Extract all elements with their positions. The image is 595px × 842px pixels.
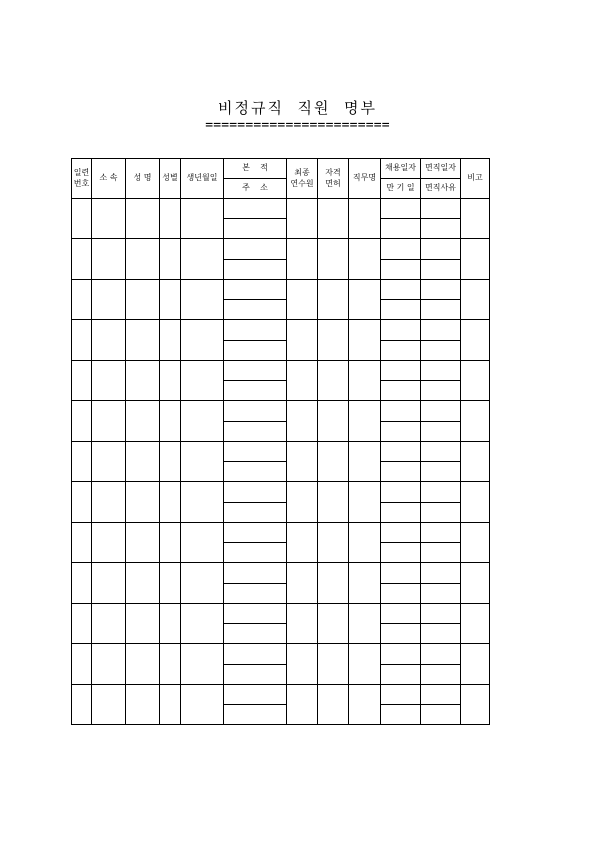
- cell-hometown[interactable]: [224, 685, 287, 705]
- cell-department[interactable]: [92, 563, 126, 604]
- cell-hometown[interactable]: [224, 482, 287, 503]
- cell-name[interactable]: [126, 239, 160, 280]
- cell-serial-number[interactable]: [72, 523, 92, 563]
- cell-name[interactable]: [126, 280, 160, 320]
- cell-expiry-date[interactable]: [381, 543, 421, 563]
- cell-final-training[interactable]: [287, 604, 318, 644]
- table-row: [72, 644, 490, 665]
- header-gender-label: 성별: [162, 173, 178, 183]
- cell-gender[interactable]: [160, 361, 181, 401]
- cell-position[interactable]: [349, 644, 381, 685]
- cell-dismissal-date[interactable]: [421, 523, 461, 543]
- cell-hire-date[interactable]: [381, 361, 421, 381]
- cell-dismissal-date[interactable]: [421, 320, 461, 341]
- cell-dismissal-date[interactable]: [421, 482, 461, 503]
- cell-expiry-date[interactable]: [381, 219, 421, 239]
- cell-name[interactable]: [126, 523, 160, 563]
- cell-position[interactable]: [349, 442, 381, 482]
- cell-license[interactable]: [318, 320, 349, 361]
- cell-birth-date[interactable]: [181, 563, 224, 604]
- cell-expiry-date[interactable]: [381, 300, 421, 320]
- cell-name[interactable]: [126, 482, 160, 523]
- cell-birth-date[interactable]: [181, 523, 224, 563]
- cell-serial-number[interactable]: [72, 239, 92, 280]
- table-row: [72, 320, 490, 341]
- cell-serial-number[interactable]: [72, 563, 92, 604]
- table-row: [72, 401, 490, 422]
- cell-final-training[interactable]: [287, 644, 318, 685]
- cell-department[interactable]: [92, 644, 126, 685]
- title-underline: =======================: [205, 118, 390, 133]
- cell-position[interactable]: [349, 361, 381, 401]
- header-expiry-date-label: 만 기 일: [386, 183, 415, 193]
- cell-department[interactable]: [92, 685, 126, 725]
- header-remarks: [461, 159, 490, 199]
- cell-address[interactable]: [224, 705, 287, 725]
- table-row: [72, 685, 490, 705]
- cell-hometown[interactable]: [224, 644, 287, 665]
- cell-address[interactable]: [224, 543, 287, 563]
- cell-final-training[interactable]: [287, 199, 318, 239]
- cell-expiry-date[interactable]: [381, 422, 421, 442]
- header-hometown-label: 본 적: [242, 163, 268, 173]
- cell-expiry-date[interactable]: [381, 624, 421, 644]
- cell-address[interactable]: [224, 381, 287, 401]
- cell-license[interactable]: [318, 644, 349, 685]
- cell-final-training[interactable]: [287, 563, 318, 604]
- cell-dismissal-date[interactable]: [421, 401, 461, 422]
- cell-hire-date[interactable]: [381, 320, 421, 341]
- cell-gender[interactable]: [160, 644, 181, 685]
- table-row: [72, 442, 490, 462]
- cell-hire-date[interactable]: [381, 280, 421, 300]
- cell-hometown[interactable]: [224, 401, 287, 422]
- cell-birth-date[interactable]: [181, 442, 224, 482]
- cell-gender[interactable]: [160, 239, 181, 280]
- cell-final-training[interactable]: [287, 361, 318, 401]
- cell-hometown[interactable]: [224, 361, 287, 381]
- cell-dismissal-reason[interactable]: [421, 300, 461, 320]
- cell-name[interactable]: [126, 604, 160, 644]
- header-hometown: [224, 159, 287, 179]
- cell-dismissal-reason[interactable]: [421, 705, 461, 725]
- cell-license[interactable]: [318, 199, 349, 239]
- header-serial-number: [72, 159, 92, 199]
- cell-dismissal-date[interactable]: [421, 644, 461, 665]
- cell-birth-date[interactable]: [181, 280, 224, 320]
- cell-department[interactable]: [92, 361, 126, 401]
- cell-dismissal-reason[interactable]: [421, 341, 461, 361]
- cell-remarks[interactable]: [461, 442, 490, 482]
- header-license-line1: 자격: [325, 167, 341, 177]
- cell-gender[interactable]: [160, 604, 181, 644]
- header-position-label: 직무명: [352, 173, 377, 183]
- table-row: [72, 604, 490, 624]
- header-final-training-line2: 연수원: [290, 178, 314, 188]
- cell-final-training[interactable]: [287, 482, 318, 523]
- cell-remarks[interactable]: [461, 523, 490, 563]
- header-department: [92, 159, 126, 199]
- header-birth-date-label: 생년월일: [186, 173, 218, 183]
- cell-position[interactable]: [349, 685, 381, 725]
- cell-address[interactable]: [224, 260, 287, 280]
- cell-serial-number[interactable]: [72, 280, 92, 320]
- header-license: [318, 159, 349, 199]
- header-hire-date: [381, 159, 421, 179]
- cell-expiry-date[interactable]: [381, 584, 421, 604]
- cell-name[interactable]: [126, 563, 160, 604]
- cell-address[interactable]: [224, 341, 287, 361]
- cell-serial-number[interactable]: [72, 442, 92, 482]
- cell-serial-number[interactable]: [72, 604, 92, 644]
- cell-dismissal-reason[interactable]: [421, 624, 461, 644]
- header-dismissal-date: [421, 159, 461, 179]
- cell-name[interactable]: [126, 442, 160, 482]
- cell-final-training[interactable]: [287, 523, 318, 563]
- cell-remarks[interactable]: [461, 604, 490, 644]
- cell-hometown[interactable]: [224, 320, 287, 341]
- document-title: 비정규직 직원 명부: [218, 99, 377, 117]
- cell-dismissal-date[interactable]: [421, 685, 461, 705]
- cell-remarks[interactable]: [461, 482, 490, 523]
- cell-hometown[interactable]: [224, 442, 287, 462]
- cell-address[interactable]: [224, 300, 287, 320]
- cell-remarks[interactable]: [461, 199, 490, 239]
- cell-remarks[interactable]: [461, 644, 490, 685]
- cell-department[interactable]: [92, 239, 126, 280]
- cell-license[interactable]: [318, 685, 349, 725]
- cell-address[interactable]: [224, 624, 287, 644]
- cell-license[interactable]: [318, 604, 349, 644]
- cell-remarks[interactable]: [461, 685, 490, 725]
- table-row: [72, 280, 490, 300]
- header-license-line2: 면허: [325, 178, 341, 188]
- cell-dismissal-reason[interactable]: [421, 503, 461, 523]
- cell-expiry-date[interactable]: [381, 665, 421, 685]
- cell-final-training[interactable]: [287, 442, 318, 482]
- cell-dismissal-date[interactable]: [421, 239, 461, 260]
- cell-hire-date[interactable]: [381, 239, 421, 260]
- cell-hire-date[interactable]: [381, 685, 421, 705]
- header-department-label: 소 속: [99, 173, 118, 183]
- table-row: [72, 563, 490, 584]
- cell-final-training[interactable]: [287, 239, 318, 280]
- cell-hometown[interactable]: [224, 604, 287, 624]
- cell-position[interactable]: [349, 199, 381, 239]
- cell-birth-date[interactable]: [181, 401, 224, 442]
- cell-gender[interactable]: [160, 685, 181, 725]
- cell-license[interactable]: [318, 482, 349, 523]
- cell-department[interactable]: [92, 442, 126, 482]
- cell-expiry-date[interactable]: [381, 705, 421, 725]
- header-name-label: 성 명: [133, 173, 152, 183]
- cell-address[interactable]: [224, 584, 287, 604]
- cell-name[interactable]: [126, 685, 160, 725]
- cell-address[interactable]: [224, 665, 287, 685]
- cell-dismissal-date[interactable]: [421, 563, 461, 584]
- cell-name[interactable]: [126, 199, 160, 239]
- cell-serial-number[interactable]: [72, 482, 92, 523]
- cell-expiry-date[interactable]: [381, 381, 421, 401]
- cell-position[interactable]: [349, 239, 381, 280]
- cell-hire-date[interactable]: [381, 482, 421, 503]
- cell-serial-number[interactable]: [72, 361, 92, 401]
- cell-serial-number[interactable]: [72, 199, 92, 239]
- cell-license[interactable]: [318, 361, 349, 401]
- cell-hometown[interactable]: [224, 280, 287, 300]
- header-dismissal-date-label: 면직일자: [425, 163, 456, 173]
- cell-birth-date[interactable]: [181, 604, 224, 644]
- cell-remarks[interactable]: [461, 563, 490, 604]
- cell-dismissal-reason[interactable]: [421, 462, 461, 482]
- header-remarks-label: 비고: [467, 173, 483, 183]
- header-position: [349, 159, 381, 199]
- cell-serial-number[interactable]: [72, 644, 92, 685]
- cell-birth-date[interactable]: [181, 685, 224, 725]
- header-address: [224, 179, 287, 199]
- cell-expiry-date[interactable]: [381, 503, 421, 523]
- cell-position[interactable]: [349, 320, 381, 361]
- cell-license[interactable]: [318, 401, 349, 442]
- cell-position[interactable]: [349, 523, 381, 563]
- cell-position[interactable]: [349, 482, 381, 523]
- header-expiry-date: [381, 179, 421, 199]
- cell-license[interactable]: [318, 523, 349, 563]
- header-hire-date-label: 채용일자: [385, 163, 416, 173]
- cell-remarks[interactable]: [461, 401, 490, 442]
- cell-license[interactable]: [318, 442, 349, 482]
- cell-hire-date[interactable]: [381, 442, 421, 462]
- cell-birth-date[interactable]: [181, 361, 224, 401]
- cell-department[interactable]: [92, 523, 126, 563]
- cell-expiry-date[interactable]: [381, 260, 421, 280]
- header-birth-date: [181, 159, 224, 199]
- cell-birth-date[interactable]: [181, 320, 224, 361]
- cell-birth-date[interactable]: [181, 239, 224, 280]
- table-row: [72, 482, 490, 503]
- header-serial-line1: 일련: [73, 167, 90, 177]
- cell-department[interactable]: [92, 199, 126, 239]
- cell-serial-number[interactable]: [72, 401, 92, 442]
- header-name: [126, 159, 160, 199]
- cell-remarks[interactable]: [461, 361, 490, 401]
- cell-birth-date[interactable]: [181, 199, 224, 239]
- cell-position[interactable]: [349, 280, 381, 320]
- cell-expiry-date[interactable]: [381, 462, 421, 482]
- cell-dismissal-reason[interactable]: [421, 665, 461, 685]
- cell-dismissal-reason[interactable]: [421, 381, 461, 401]
- cell-hire-date[interactable]: [381, 644, 421, 665]
- cell-dismissal-reason[interactable]: [421, 219, 461, 239]
- cell-hire-date[interactable]: [381, 523, 421, 543]
- cell-hometown[interactable]: [224, 523, 287, 543]
- cell-hire-date[interactable]: [381, 563, 421, 584]
- cell-gender[interactable]: [160, 523, 181, 563]
- cell-name[interactable]: [126, 644, 160, 685]
- cell-dismissal-date[interactable]: [421, 280, 461, 300]
- cell-remarks[interactable]: [461, 320, 490, 361]
- cell-final-training[interactable]: [287, 320, 318, 361]
- cell-department[interactable]: [92, 482, 126, 523]
- cell-hire-date[interactable]: [381, 604, 421, 624]
- cell-dismissal-reason[interactable]: [421, 543, 461, 563]
- cell-dismissal-date[interactable]: [421, 604, 461, 624]
- table-row: [72, 199, 490, 219]
- cell-department[interactable]: [92, 401, 126, 442]
- cell-hire-date[interactable]: [381, 199, 421, 219]
- cell-gender[interactable]: [160, 482, 181, 523]
- cell-hometown[interactable]: [224, 563, 287, 584]
- table-row: [72, 361, 490, 381]
- cell-position[interactable]: [349, 604, 381, 644]
- cell-position[interactable]: [349, 401, 381, 442]
- cell-hometown[interactable]: [224, 239, 287, 260]
- cell-gender[interactable]: [160, 401, 181, 442]
- table-row: [72, 523, 490, 543]
- cell-dismissal-date[interactable]: [421, 442, 461, 462]
- header-dismissal-reason: [421, 179, 461, 199]
- cell-name[interactable]: [126, 361, 160, 401]
- cell-final-training[interactable]: [287, 685, 318, 725]
- cell-department[interactable]: [92, 604, 126, 644]
- header-final-training-line1: 최종: [294, 167, 310, 177]
- cell-name[interactable]: [126, 401, 160, 442]
- cell-license[interactable]: [318, 280, 349, 320]
- cell-gender[interactable]: [160, 280, 181, 320]
- cell-position[interactable]: [349, 563, 381, 604]
- cell-dismissal-reason[interactable]: [421, 584, 461, 604]
- cell-remarks[interactable]: [461, 280, 490, 320]
- cell-license[interactable]: [318, 239, 349, 280]
- header-dismissal-reason-label: 면직사유: [425, 183, 456, 193]
- cell-address[interactable]: [224, 462, 287, 482]
- table-row: [72, 239, 490, 260]
- cell-serial-number[interactable]: [72, 685, 92, 725]
- cell-department[interactable]: [92, 280, 126, 320]
- cell-hometown[interactable]: [224, 199, 287, 219]
- cell-department[interactable]: [92, 320, 126, 361]
- cell-dismissal-date[interactable]: [421, 199, 461, 219]
- cell-dismissal-date[interactable]: [421, 361, 461, 381]
- cell-final-training[interactable]: [287, 280, 318, 320]
- cell-expiry-date[interactable]: [381, 341, 421, 361]
- cell-license[interactable]: [318, 563, 349, 604]
- cell-birth-date[interactable]: [181, 482, 224, 523]
- cell-gender[interactable]: [160, 563, 181, 604]
- cell-serial-number[interactable]: [72, 320, 92, 361]
- cell-dismissal-reason[interactable]: [421, 260, 461, 280]
- employee-roster-table: [71, 158, 490, 725]
- header-gender: [160, 159, 181, 199]
- cell-birth-date[interactable]: [181, 644, 224, 685]
- roster-body: [72, 199, 490, 725]
- cell-name[interactable]: [126, 320, 160, 361]
- cell-gender[interactable]: [160, 199, 181, 239]
- cell-dismissal-reason[interactable]: [421, 422, 461, 442]
- cell-remarks[interactable]: [461, 239, 490, 280]
- cell-gender[interactable]: [160, 442, 181, 482]
- cell-hire-date[interactable]: [381, 401, 421, 422]
- cell-address[interactable]: [224, 219, 287, 239]
- header-final-training: [287, 159, 318, 199]
- cell-address[interactable]: [224, 422, 287, 442]
- cell-gender[interactable]: [160, 320, 181, 361]
- cell-final-training[interactable]: [287, 401, 318, 442]
- header-address-label: 주 소: [242, 183, 268, 193]
- cell-address[interactable]: [224, 503, 287, 523]
- header-serial-line2: 번호: [73, 178, 90, 188]
